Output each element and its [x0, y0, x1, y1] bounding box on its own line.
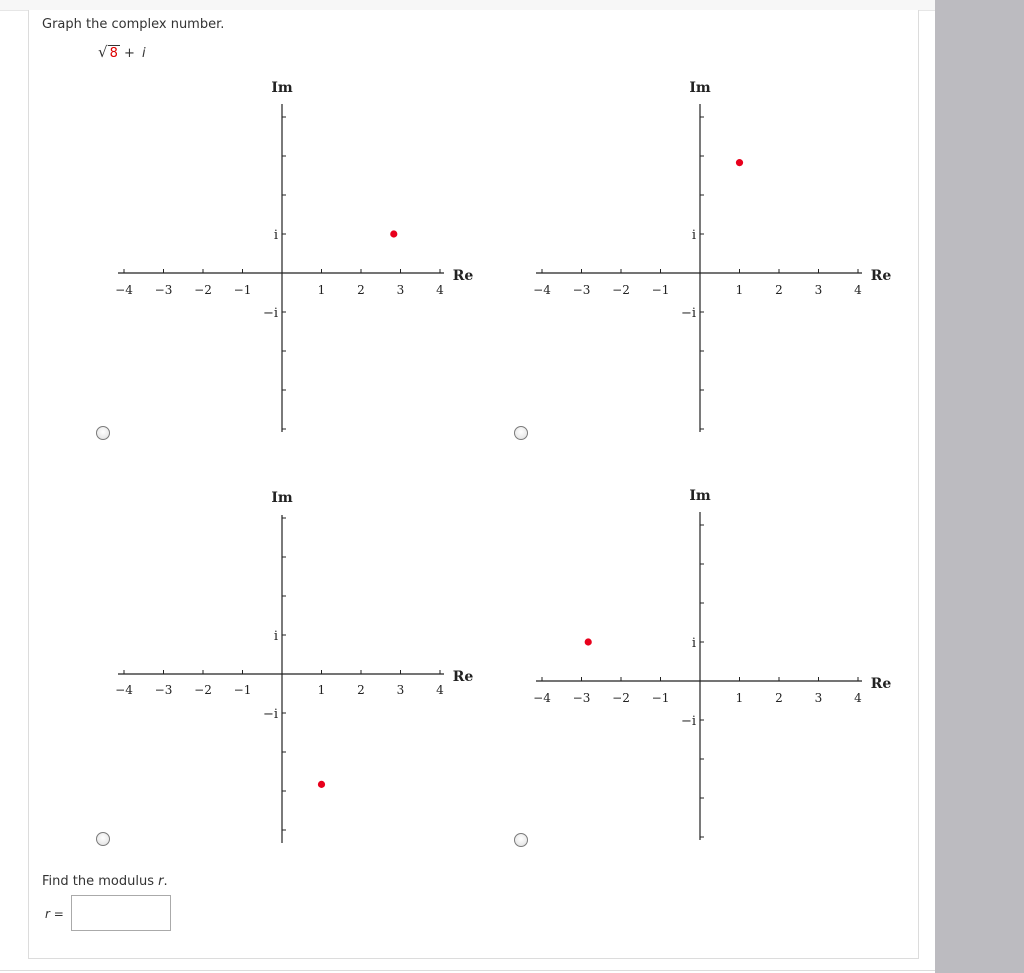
- x-tick-label: −3: [572, 283, 591, 297]
- x-tick-label: 1: [735, 283, 744, 297]
- plus-sign: +: [123, 46, 135, 61]
- x-tick-label: −2: [612, 691, 630, 705]
- x-tick-label: −4: [115, 283, 133, 297]
- plotted-point: [585, 638, 592, 645]
- neg-i-label: −i: [680, 714, 696, 729]
- modulus-prompt-text: Find the modulus: [42, 874, 154, 889]
- i-label: i: [273, 228, 278, 243]
- x-tick-label: 3: [814, 691, 823, 705]
- im-axis-label: Im: [689, 488, 711, 504]
- x-tick-label: 4: [436, 283, 444, 297]
- re-axis-label: Re: [452, 669, 474, 685]
- imaginary-unit: i: [142, 46, 146, 61]
- plot-option-b: [533, 80, 891, 432]
- plotted-point: [736, 159, 743, 166]
- x-tick-label: −2: [194, 683, 212, 697]
- modulus-prompt: [42, 874, 168, 889]
- right-side-panel: [935, 0, 1024, 973]
- modulus-input[interactable]: [71, 895, 171, 931]
- re-axis-label: Re: [870, 268, 892, 284]
- x-tick-label: −1: [233, 283, 252, 297]
- x-tick-label: −1: [233, 683, 252, 697]
- x-tick-label: 3: [814, 283, 823, 297]
- x-tick-label: −4: [533, 283, 551, 297]
- neg-i-label: −i: [262, 707, 278, 722]
- radio-option-c[interactable]: [96, 832, 110, 846]
- neg-i-label: −i: [262, 306, 278, 321]
- x-tick-label: 1: [735, 691, 744, 705]
- modulus-prompt-period: .: [163, 874, 168, 889]
- radicand: 8: [109, 46, 118, 61]
- x-tick-label: −2: [194, 283, 212, 297]
- x-tick-label: −4: [115, 683, 133, 697]
- radio-option-a[interactable]: [96, 426, 110, 440]
- x-tick-label: −3: [572, 691, 591, 705]
- x-tick-label: 4: [854, 283, 862, 297]
- radio-option-b[interactable]: [514, 426, 528, 440]
- x-tick-label: −3: [154, 283, 173, 297]
- x-tick-label: 2: [357, 283, 365, 297]
- x-tick-label: 2: [775, 283, 783, 297]
- im-axis-label: Im: [271, 80, 293, 96]
- re-axis-label: Re: [452, 268, 474, 284]
- x-tick-label: −3: [154, 683, 173, 697]
- plot-option-c: [115, 490, 473, 843]
- radio-option-d[interactable]: [514, 833, 528, 847]
- square-root-sign: √: [98, 43, 108, 61]
- plot-option-a: [115, 80, 473, 432]
- im-axis-label: Im: [271, 490, 293, 506]
- re-axis-label: Re: [870, 676, 892, 692]
- x-tick-label: −1: [651, 691, 670, 705]
- x-tick-label: 2: [775, 691, 783, 705]
- modulus-prompt-variable: r: [158, 874, 164, 889]
- x-tick-label: 3: [396, 683, 405, 697]
- x-tick-label: 4: [436, 683, 444, 697]
- plotted-point: [390, 230, 397, 237]
- x-tick-label: 1: [317, 683, 326, 697]
- x-tick-label: −1: [651, 283, 670, 297]
- plot-option-d: [533, 488, 891, 840]
- neg-i-label: −i: [680, 306, 696, 321]
- plotted-point: [318, 781, 325, 788]
- x-tick-label: −2: [612, 283, 630, 297]
- x-tick-label: −4: [533, 691, 551, 705]
- x-tick-label: 4: [854, 691, 862, 705]
- i-label: i: [273, 629, 278, 644]
- x-tick-label: 3: [396, 283, 405, 297]
- x-tick-label: 2: [357, 683, 365, 697]
- im-axis-label: Im: [689, 80, 711, 96]
- modulus-label: r =: [45, 907, 64, 921]
- x-tick-label: 1: [317, 283, 326, 297]
- i-label: i: [691, 228, 696, 243]
- i-label: i: [691, 636, 696, 651]
- question-instruction: Graph the complex number.: [42, 17, 225, 32]
